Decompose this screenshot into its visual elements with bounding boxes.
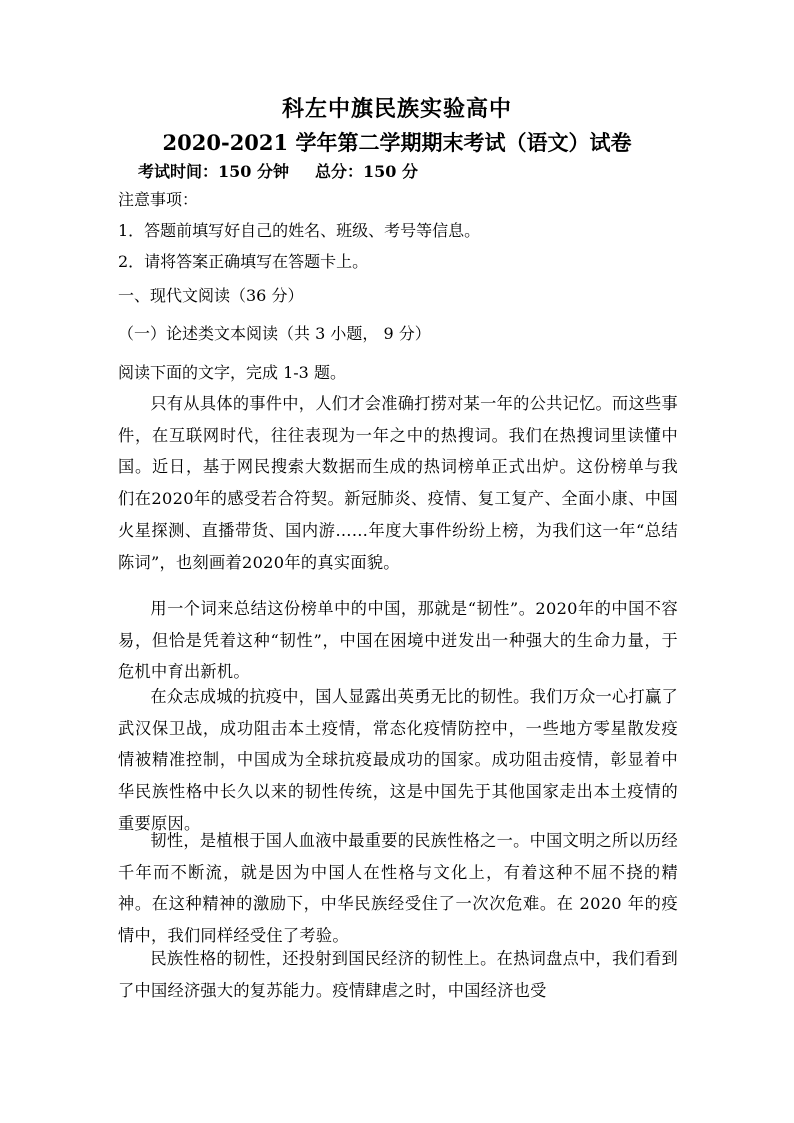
section-title: 一、现代文阅读（36 分） [118,286,304,305]
reading-instruction: 阅读下面的文字，完成 1-3 题。 [118,363,346,382]
section-subtitle: （一）论述类文本阅读（共 3 小题， 9 分） [118,324,431,343]
passage-paragraph: 只有从具体的事件中，人们才会准确打捞对某一年的公共记忆。而这些事件，在互联网时代，往往表现为一年之中的热搜词。我们在热搜词里读懂中国。近日，基于网民搜索大数据而生成的热词榜单正式出炉。这份榜单与我们在2020年的感受若合符契。新冠肺炎、疫情、复工复产、全面小康、中国火星探测、直播带货、国内游……年度大事件纷纷上榜，为我们这一年“总结陈词”，也刻画着2020年的真实面貌。 [118,394,678,572]
notes-heading: 注意事项： [118,190,199,209]
passage-paragraph: 在众志成城的抗疫中，国人显露出英勇无比的韧性。我们万众一心打赢了武汉保卫战，成功阻击本土疫情，常态化疫情防控中，一些地方零星散发疫情被精准控制，中国成为全球抗疫最成功的国家。成功阻击疫情，彰显着中华民族性格中长久以来的韧性传统，这是中国先于其他国家走出本土疫情的重要原因。 [118,687,678,833]
exam-info [138,159,418,185]
exam-title: 2020-2021 学年第二学期期末考试（语文）试卷 [162,130,632,155]
note-item: 1．答题前填写好自己的姓名、班级、考号等信息。 [118,221,481,240]
note-item: 2．请将答案正确填写在答题卡上。 [118,252,369,271]
passage-paragraph: 民族性格的韧性，还投射到国民经济的韧性上。在热词盘点中，我们看到了中国经济强大的复苏能力。疫情肆虐之时，中国经济也受 [118,949,678,1000]
exam-time: 考试时间：150 分钟 [138,162,289,181]
passage-paragraph: 用一个词来总结这份榜单中的中国，那就是“韧性”。2020年的中国不容易，但恰是凭着这种“韧性”，中国在困境中迸发出一种强大的生命力量，于危机中育出新机。 [118,599,678,682]
exam-total-score: 总分：150 分 [314,162,418,181]
passage-paragraph: 韧性，是植根于国人血液中最重要的民族性格之一。中国文明之所以历经千年而不断流，就是因为中国人在性格与文化上，有着这种不屈不挠的精神。在这种精神的激励下，中华民族经受住了一次次危难。在 2020 年的疫情中，我们同样经受住了考验。 [118,831,678,946]
school-title: 科左中旗民族实验高中 [281,96,512,122]
